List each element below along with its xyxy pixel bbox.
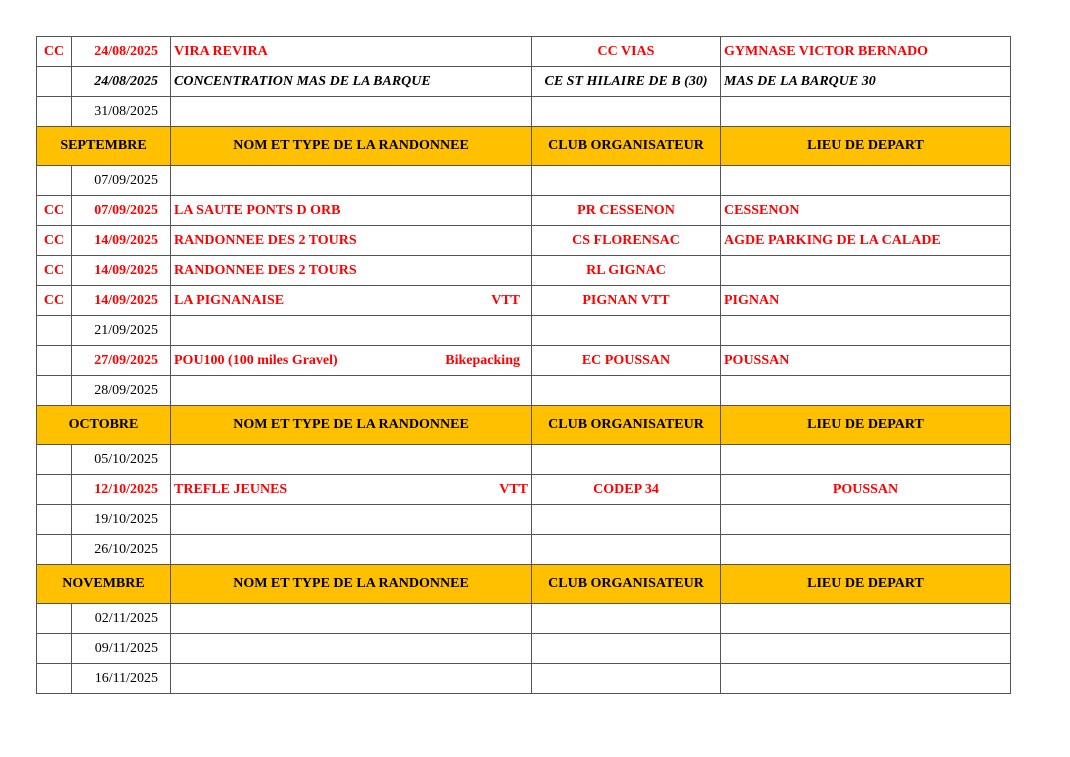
event-name-cell bbox=[171, 604, 532, 634]
lieu-cell bbox=[721, 97, 1011, 127]
event-name-cell bbox=[171, 346, 532, 376]
month-label: SEPTEMBRE bbox=[37, 127, 171, 166]
event-name-cell bbox=[171, 256, 532, 286]
event-name: VIRA REVIRA bbox=[174, 43, 268, 59]
cc-cell bbox=[37, 475, 72, 505]
table-row bbox=[37, 475, 1011, 505]
event-type: VTT bbox=[491, 292, 520, 308]
event-name-cell bbox=[171, 37, 532, 67]
date-cell: 26/10/2025 bbox=[72, 535, 171, 565]
date-cell: 05/10/2025 bbox=[72, 445, 171, 475]
lieu-cell bbox=[721, 445, 1011, 475]
lieu-cell bbox=[721, 664, 1011, 694]
month-header-row bbox=[37, 565, 1011, 604]
date-cell: 31/08/2025 bbox=[72, 97, 171, 127]
lieu-cell: GYMNASE VICTOR BERNADO bbox=[721, 37, 1011, 67]
calendar-table bbox=[36, 36, 1011, 694]
event-name-cell bbox=[171, 166, 532, 196]
cc-cell bbox=[37, 445, 72, 475]
date-cell: 09/11/2025 bbox=[72, 634, 171, 664]
event-name-cell bbox=[171, 226, 532, 256]
cc-cell: CC bbox=[37, 226, 72, 256]
lieu-cell bbox=[721, 634, 1011, 664]
table-row bbox=[37, 376, 1011, 406]
event-type: VTT bbox=[499, 481, 528, 497]
event-name-cell bbox=[171, 505, 532, 535]
club-cell: PR CESSENON bbox=[532, 196, 721, 226]
club-cell: RL GIGNAC bbox=[532, 256, 721, 286]
table-row bbox=[37, 346, 1011, 376]
lieu-cell bbox=[721, 376, 1011, 406]
event-name: LA SAUTE PONTS D ORB bbox=[174, 202, 341, 218]
lieu-cell bbox=[721, 256, 1011, 286]
event-name-cell bbox=[171, 475, 532, 505]
club-cell bbox=[532, 505, 721, 535]
lieu-header: LIEU DE DEPART bbox=[721, 565, 1011, 604]
date-cell: 14/09/2025 bbox=[72, 226, 171, 256]
table-row bbox=[37, 316, 1011, 346]
date-cell: 14/09/2025 bbox=[72, 256, 171, 286]
lieu-cell bbox=[721, 166, 1011, 196]
table-row bbox=[37, 196, 1011, 226]
month-header-row bbox=[37, 127, 1011, 166]
club-cell bbox=[532, 664, 721, 694]
club-cell: EC POUSSAN bbox=[532, 346, 721, 376]
lieu-header: LIEU DE DEPART bbox=[721, 127, 1011, 166]
table-row bbox=[37, 634, 1011, 664]
event-name-cell bbox=[171, 196, 532, 226]
club-cell: CE ST HILAIRE DE B (30) bbox=[532, 67, 721, 97]
cc-cell bbox=[37, 664, 72, 694]
cc-cell bbox=[37, 166, 72, 196]
date-cell: 24/08/2025 bbox=[72, 67, 171, 97]
lieu-cell: PIGNAN bbox=[721, 286, 1011, 316]
table-row bbox=[37, 445, 1011, 475]
club-cell bbox=[532, 445, 721, 475]
event-name-cell bbox=[171, 664, 532, 694]
club-cell: CC VIAS bbox=[532, 37, 721, 67]
nom-header: NOM ET TYPE DE LA RANDONNEE bbox=[171, 127, 532, 166]
table-row bbox=[37, 37, 1011, 67]
club-cell: CS FLORENSAC bbox=[532, 226, 721, 256]
date-cell: 24/08/2025 bbox=[72, 37, 171, 67]
event-name: POU100 (100 miles Gravel) bbox=[174, 352, 338, 368]
date-cell: 02/11/2025 bbox=[72, 604, 171, 634]
event-name-cell bbox=[171, 97, 532, 127]
date-cell: 19/10/2025 bbox=[72, 505, 171, 535]
lieu-cell bbox=[721, 535, 1011, 565]
lieu-cell: POUSSAN bbox=[721, 346, 1011, 376]
cc-cell: CC bbox=[37, 37, 72, 67]
cc-cell bbox=[37, 316, 72, 346]
event-name-cell bbox=[171, 67, 532, 97]
club-cell bbox=[532, 316, 721, 346]
date-cell: 16/11/2025 bbox=[72, 664, 171, 694]
table-row bbox=[37, 226, 1011, 256]
event-name-cell bbox=[171, 316, 532, 346]
lieu-cell bbox=[721, 505, 1011, 535]
club-header: CLUB ORGANISATEUR bbox=[532, 127, 721, 166]
club-cell: CODEP 34 bbox=[532, 475, 721, 505]
cc-cell bbox=[37, 634, 72, 664]
lieu-header: LIEU DE DEPART bbox=[721, 406, 1011, 445]
table-row bbox=[37, 97, 1011, 127]
table-row bbox=[37, 535, 1011, 565]
date-cell: 07/09/2025 bbox=[72, 196, 171, 226]
lieu-cell: MAS DE LA BARQUE 30 bbox=[721, 67, 1011, 97]
cc-cell bbox=[37, 604, 72, 634]
event-name: TREFLE JEUNES bbox=[174, 481, 288, 497]
month-label: OCTOBRE bbox=[37, 406, 171, 445]
event-name: LA PIGNANAISE bbox=[174, 292, 285, 308]
cc-cell bbox=[37, 376, 72, 406]
event-name-cell bbox=[171, 376, 532, 406]
event-name-cell bbox=[171, 286, 532, 316]
club-cell bbox=[532, 604, 721, 634]
date-cell: 07/09/2025 bbox=[72, 166, 171, 196]
club-cell bbox=[532, 535, 721, 565]
club-header: CLUB ORGANISATEUR bbox=[532, 406, 721, 445]
lieu-cell bbox=[721, 316, 1011, 346]
table-row bbox=[37, 256, 1011, 286]
club-cell: PIGNAN VTT bbox=[532, 286, 721, 316]
club-header: CLUB ORGANISATEUR bbox=[532, 565, 721, 604]
event-name: RANDONNEE DES 2 TOURS bbox=[174, 232, 357, 248]
nom-header: NOM ET TYPE DE LA RANDONNEE bbox=[171, 406, 532, 445]
event-name-cell bbox=[171, 535, 532, 565]
cc-cell bbox=[37, 67, 72, 97]
cc-cell bbox=[37, 535, 72, 565]
event-name: CONCENTRATION MAS DE LA BARQUE bbox=[174, 73, 431, 89]
cc-cell bbox=[37, 505, 72, 535]
nom-header: NOM ET TYPE DE LA RANDONNEE bbox=[171, 565, 532, 604]
lieu-cell: CESSENON bbox=[721, 196, 1011, 226]
event-type: Bikepacking bbox=[445, 352, 520, 368]
cc-cell bbox=[37, 346, 72, 376]
month-label: NOVEMBRE bbox=[37, 565, 171, 604]
club-cell bbox=[532, 376, 721, 406]
club-cell bbox=[532, 97, 721, 127]
date-cell: 12/10/2025 bbox=[72, 475, 171, 505]
date-cell: 28/09/2025 bbox=[72, 376, 171, 406]
date-cell: 21/09/2025 bbox=[72, 316, 171, 346]
lieu-cell bbox=[721, 604, 1011, 634]
cc-cell: CC bbox=[37, 256, 72, 286]
table-row bbox=[37, 166, 1011, 196]
table-row bbox=[37, 664, 1011, 694]
lieu-cell: AGDE PARKING DE LA CALADE bbox=[721, 226, 1011, 256]
date-cell: 14/09/2025 bbox=[72, 286, 171, 316]
table-row bbox=[37, 505, 1011, 535]
club-cell bbox=[532, 166, 721, 196]
date-cell: 27/09/2025 bbox=[72, 346, 171, 376]
table-row bbox=[37, 286, 1011, 316]
event-name-cell bbox=[171, 445, 532, 475]
event-name: RANDONNEE DES 2 TOURS bbox=[174, 262, 357, 278]
month-header-row bbox=[37, 406, 1011, 445]
lieu-cell: POUSSAN bbox=[721, 475, 1011, 505]
cc-cell: CC bbox=[37, 286, 72, 316]
table-row bbox=[37, 67, 1011, 97]
cc-cell: CC bbox=[37, 196, 72, 226]
table-row bbox=[37, 604, 1011, 634]
cc-cell bbox=[37, 97, 72, 127]
event-name-cell bbox=[171, 634, 532, 664]
club-cell bbox=[532, 634, 721, 664]
